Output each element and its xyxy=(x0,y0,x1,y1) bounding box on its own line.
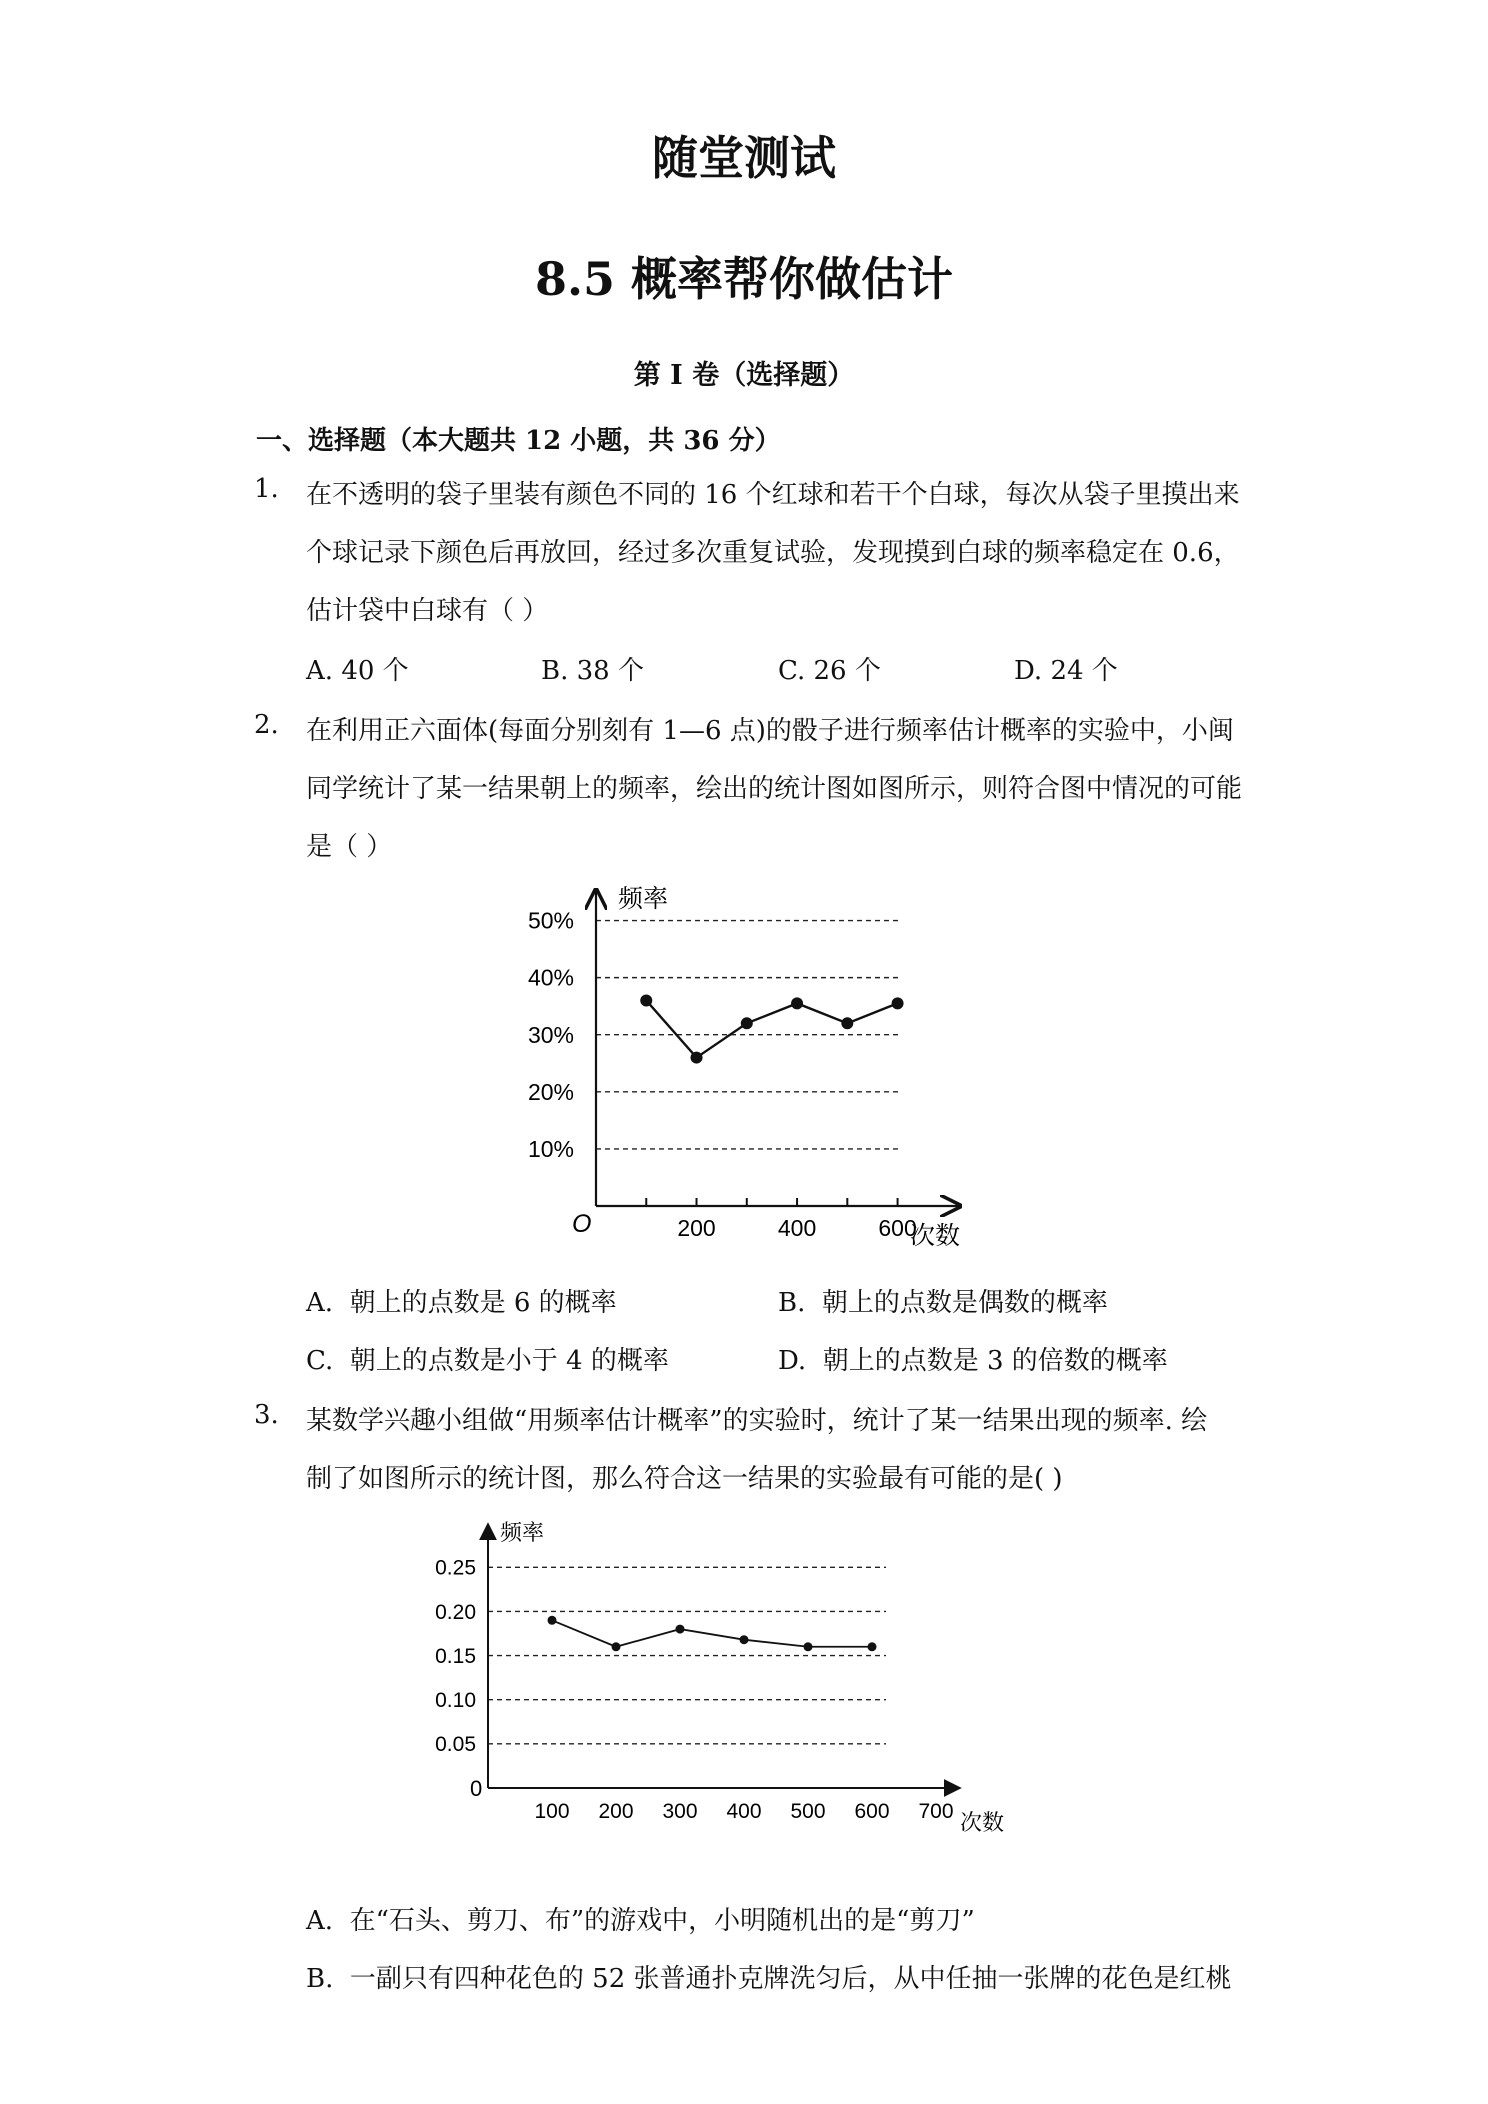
origin-label: 0 xyxy=(470,1776,483,1801)
x-tick-label: 600 xyxy=(854,1800,890,1823)
data-point xyxy=(691,1052,703,1064)
question-line: 制了如图所示的统计图，那么符合这一结果的实验最有可能的是( ) xyxy=(306,1464,1063,1494)
x-tick-label: 200 xyxy=(598,1800,634,1823)
data-point xyxy=(841,1017,853,1029)
option-c: C. 朝上的点数是小于 4 的概率 xyxy=(306,1346,669,1376)
y-axis-label: 频率 xyxy=(500,1520,545,1545)
x-tick-label: 400 xyxy=(777,1215,817,1241)
chart-frequency-decimal xyxy=(420,1510,1020,1840)
option-d: D. 24 个 xyxy=(1014,656,1118,686)
x-tick-label: 400 xyxy=(726,1800,762,1823)
y-tick-label: 0.25 xyxy=(435,1556,476,1580)
series-line xyxy=(646,1000,897,1057)
section-heading: 一、选择题（本大题共 12 小题，共 36 分） xyxy=(256,426,781,456)
option-b: B. 朝上的点数是偶数的概率 xyxy=(778,1288,1108,1318)
chart-frequency-percent xyxy=(500,870,1000,1250)
page-subtitle: 8.5 概率帮你做估计 xyxy=(534,252,954,306)
question-line: 是（ ） xyxy=(306,832,393,862)
data-point xyxy=(868,1642,877,1651)
data-point xyxy=(791,997,803,1009)
data-point xyxy=(740,1635,749,1644)
origin-label: O xyxy=(572,1210,592,1238)
y-tick-label: 10% xyxy=(527,1135,574,1162)
y-tick-label: 0.05 xyxy=(435,1733,476,1757)
data-point xyxy=(548,1616,557,1625)
y-tick-label: 0.15 xyxy=(435,1644,476,1668)
x-tick-label: 100 xyxy=(534,1800,570,1823)
y-tick-label: 20% xyxy=(527,1078,574,1105)
option-a: A. 40 个 xyxy=(306,656,409,686)
question-number: 1. xyxy=(254,474,279,504)
x-tick-label: 200 xyxy=(677,1215,716,1241)
option-a: A. 朝上的点数是 6 的概率 xyxy=(306,1288,617,1318)
y-tick-label: 40% xyxy=(527,964,574,991)
option-b: B. 一副只有四种花色的 52 张普通扑克牌洗匀后，从中任抽一张牌的花色是红桃 xyxy=(306,1964,1232,1994)
x-tick-label: 600 xyxy=(878,1215,917,1241)
x-axis-label: 次数 xyxy=(960,1810,1005,1835)
y-tick-label: 50% xyxy=(527,907,574,934)
data-point xyxy=(804,1642,813,1651)
page-title: 随堂测试 xyxy=(652,131,836,185)
y-tick-label: 0.20 xyxy=(435,1600,476,1624)
option-b: B. 38 个 xyxy=(541,656,644,686)
y-tick-label: 0.10 xyxy=(435,1689,476,1713)
y-axis-label: 频率 xyxy=(618,885,669,913)
question-number: 2. xyxy=(254,710,279,740)
data-point xyxy=(892,997,904,1009)
option-d: D. 朝上的点数是 3 的倍数的概率 xyxy=(778,1346,1168,1376)
question-line: 同学统计了某一结果朝上的频率，绘出的统计图如图所示，则符合图中情况的可能 xyxy=(306,774,1243,804)
x-tick-label: 500 xyxy=(790,1800,826,1823)
data-point xyxy=(741,1017,753,1029)
data-point xyxy=(612,1642,621,1651)
x-tick-label: 700 xyxy=(918,1800,954,1823)
option-c: C. 26 个 xyxy=(778,656,881,686)
x-axis-label: 次数 xyxy=(910,1222,961,1250)
question-line: 在不透明的袋子里装有颜色不同的 16 个红球和若干个白球，每次从袋子里摸出来 xyxy=(306,480,1240,510)
x-tick-label: 300 xyxy=(662,1800,698,1823)
question-line: 在利用正六面体(每面分别刻有 1—6 点)的骰子进行频率估计概率的实验中，小闽 xyxy=(306,716,1234,746)
question-number: 3. xyxy=(254,1400,279,1430)
question-line: 某数学兴趣小组做“用频率估计概率”的实验时，统计了某一结果出现的频率. 绘 xyxy=(306,1406,1208,1436)
question-line: 估计袋中白球有（ ） xyxy=(306,596,549,626)
series-line xyxy=(552,1620,872,1646)
data-point xyxy=(640,994,652,1006)
volume-heading: 第 I 卷（选择题） xyxy=(633,360,855,391)
data-point xyxy=(676,1625,685,1634)
question-line: 个球记录下颜色后再放回，经过多次重复试验，发现摸到白球的频率稳定在 0.6， xyxy=(306,538,1240,568)
y-tick-label: 30% xyxy=(527,1021,574,1048)
option-a: A. 在“石头、剪刀、布”的游戏中，小明随机出的是“剪刀” xyxy=(306,1906,975,1936)
